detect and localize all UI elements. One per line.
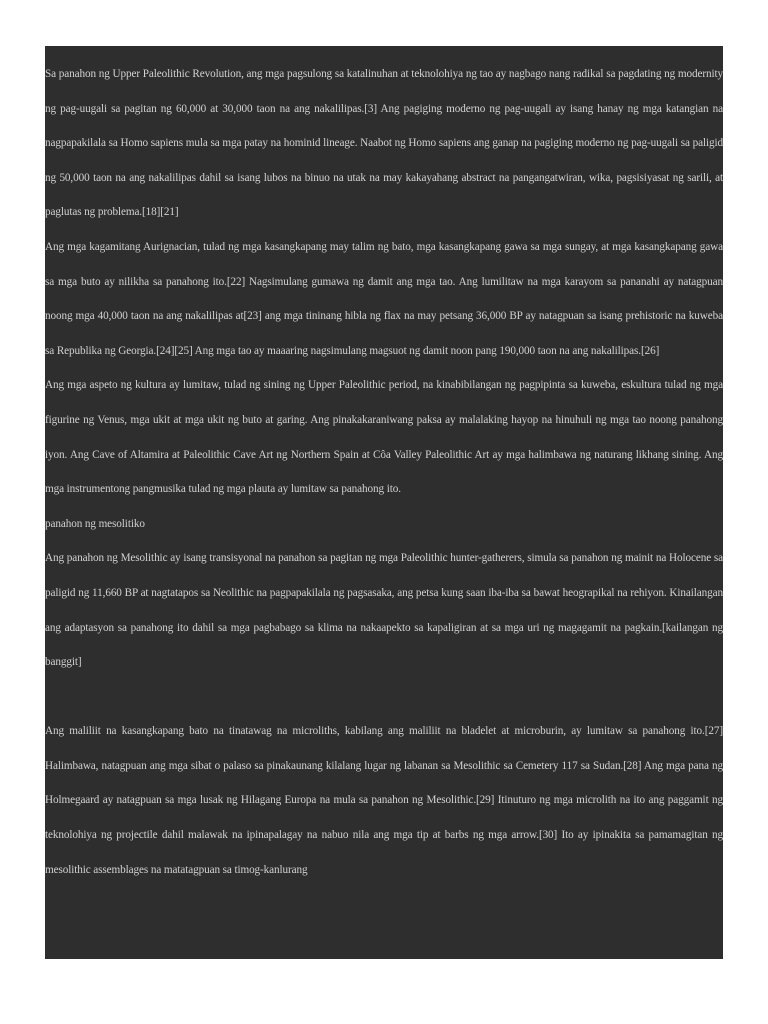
paragraph-paleolithic-art: Ang mga aspeto ng kultura ay lumitaw, tulad ng sining ng Upper Paleolithic period, na kinabibilangan ng pagpipinta sa kuweba, eskultura tulad ng mga figurine ng Venus, mga ukit at mga ukit ng buto at garing. Ang pinakakaraniwang paksa ay malalaking hayop na hinuhuli ng mga tao noong panahong iyon. Ang Cave of Altamira at Paleolithic Cave Art ng Northern Spain at Côa Valley Paleolithic Art ay mga halimbawa ng naturang likhang sining. Ang mga instrumentong pangmusika tulad ng mga plauta ay lumitaw sa panahong ito. [45,379,723,496]
paragraph-aurignacian-tools: Ang mga kagamitang Aurignacian, tulad ng mga kasangkapang may talim ng bato, mga kasangkapang gawa sa mga sungay, at mga kasangkapang gawa sa mga buto ay nilikha sa panahong ito.[22] Nagsimulang gumawa ng damit ang mga tao. Ang lumilitaw na mga karayom sa pananahi ay natagpuan noong mga 40,000 taon na ang nakalilipas at[23] ang mga tininang hibla ng flax na may petsang 36,000 BP ay natagpuan sa isang prehistoric na kuweba sa Republika ng Georgia.[24][25] Ang mga tao ay maaaring nagsimulang magsuot ng damit noon pang 190,000 taon na ang nakalilipas.[26] [45,240,723,357]
section-heading-mesolithic: panahon ng mesolitiko [45,517,145,530]
document-page [45,46,723,959]
document-body [45,46,723,887]
paragraph-upper-paleolithic: Sa panahon ng Upper Paleolithic Revolution, ang mga pagsulong sa katalinuhan at teknolohiya ng tao ay nagbago nang radikal sa pagdating ng modernity ng pag-uugali sa pagitan ng 60,000 at 30,000 taon na ang nakalilipas.[3] Ang pagiging moderno ng pag-uugali ay isang hanay ng mga katangian na nagpapakilala sa Homo sapiens mula sa mga patay na hominid lineage. Naabot ng Homo sapiens ang ganap na pagiging moderno ng pag-uugali sa paligid ng 50,000 taon na ang nakalilipas dahil sa isang lubos na binuo na utak na may kakayahang abstract na pangangatwiran, wika, pagsisiyasat ng sarili, at paglutas ng problema.[18][21] [45,68,723,219]
paragraph-mesolithic-period: Ang panahon ng Mesolithic ay isang transisyonal na panahon sa pagitan ng mga Paleolithic hunter-gatherers, simula sa panahon ng mainit na Holocene sa paligid ng 11,660 BP at nagtatapos sa Neolithic na pagpapakilala ng pagsasaka, ang petsa kung saan iba-iba sa bawat heograpikal na rehiyon. Kinailangan ang adaptasyon sa panahong ito dahil sa mga pagbabago sa klima na nakaapekto sa kapaligiran at sa mga uri ng magagamit na pagkain.[kailangan ng banggit] [45,552,723,669]
paragraph-microliths: Ang maliliit na kasangkapang bato na tinatawag na microliths, kabilang ang maliliit na bladelet at microburin, ay lumitaw sa panahong ito.[27] Halimbawa, natagpuan ang mga sibat o palaso sa pinakaunang kilalang lugar ng labanan sa Mesolithic sa Cemetery 117 sa Sudan.[28] Ang mga pana ng Holmegaard ay natagpuan sa mga lusak ng Hilagang Europa na mula sa panahon ng Mesolithic.[29] Itinuturo ng mga microlith na ito ang paggamit ng teknolohiya ng projectile dahil malawak na ipinapalagay na nabuo nila ang mga tip at barbs ng mga arrow.[30] Ito ay ipinakita sa pamamagitan ng mesolithic assemblages na matatagpuan sa timog-kanlurang [45,725,723,876]
